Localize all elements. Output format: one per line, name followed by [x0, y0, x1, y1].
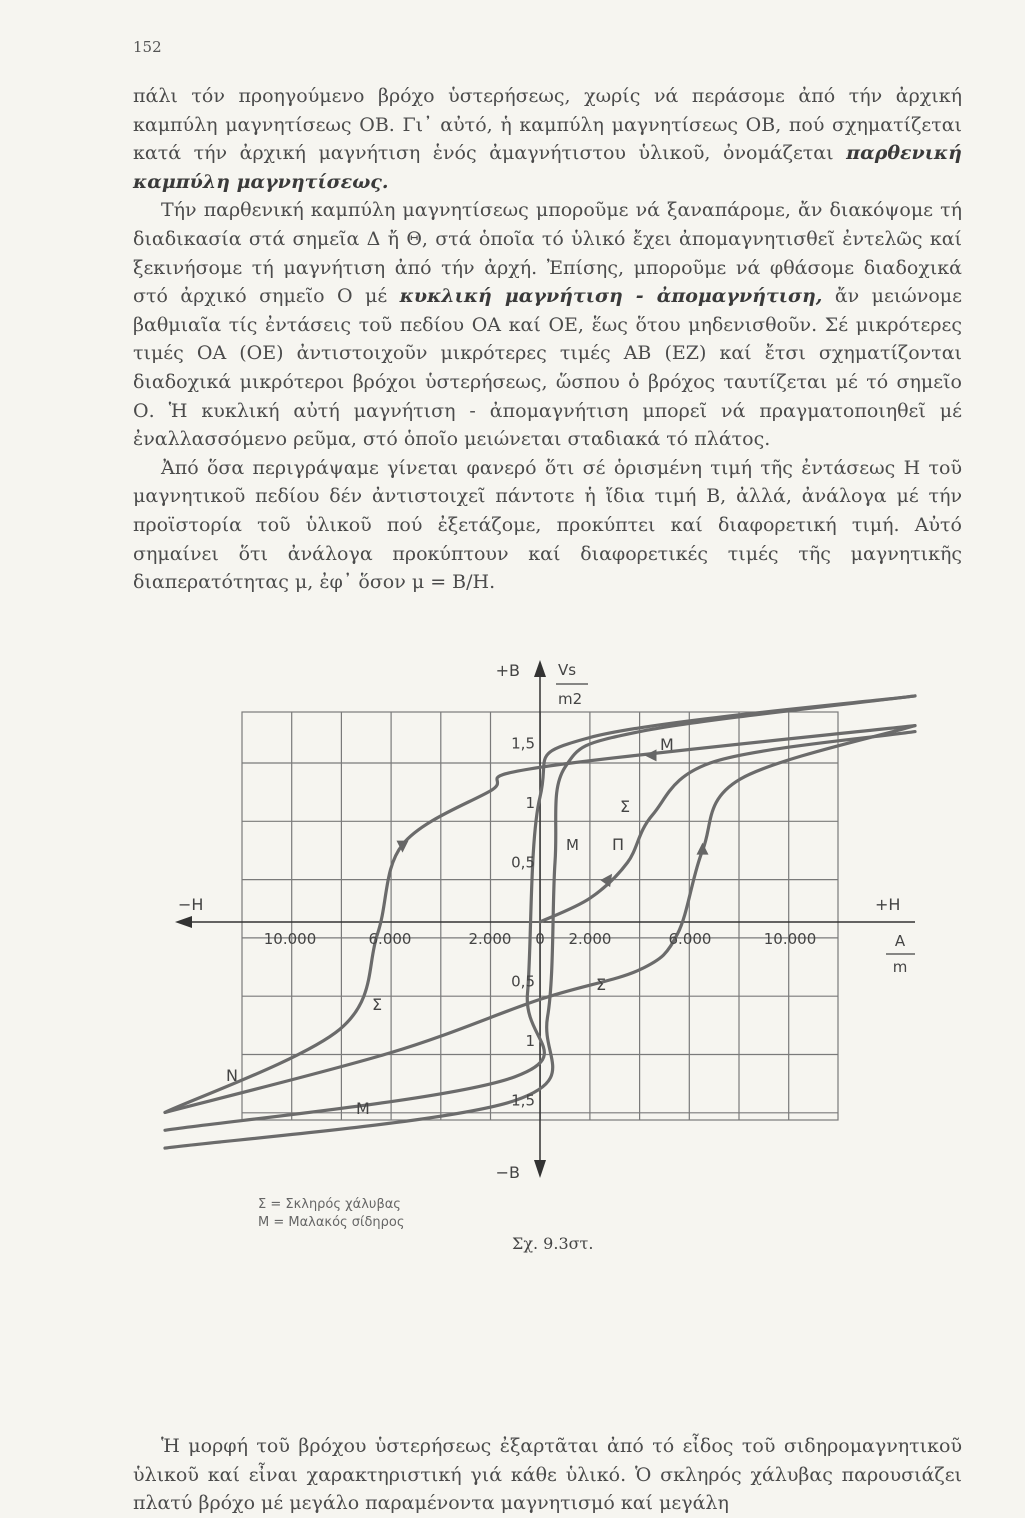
body-text-bottom [133, 1432, 962, 1518]
label-start-n: Ν [226, 1066, 238, 1085]
y-tick-label-positive: 1 [525, 794, 535, 812]
paragraph-1: πάλι τόν προηγούμενο βρόχο ὑστερήσεως, χωρίς νά περάσομε ἀπό τήν ἀρχική καμπύλη μαγνητίσεως ΟΒ. Γι᾿ αὐτό, ἡ καμπύλη μαγνητίσεως ΟΒ, πού σχηματίζεται κατά τήν ἀρχική μαγνήτιση ἑνός ἀμαγνήτιστου ὑλικοῦ, ὀνομάζεται παρθενική καμπύλη μαγνητίσεως. [133, 85, 962, 193]
y-tick-label-negative: 0,5 [511, 972, 535, 991]
h-axis-arrow-left [175, 916, 192, 928]
y-tick-label-negative: 1 [525, 1032, 535, 1050]
page-number: 152 [133, 38, 162, 56]
b-unit-denominator: m2 [558, 690, 583, 708]
x-tick-label: 6.000 [668, 930, 712, 948]
h-unit-denominator: m [892, 958, 908, 976]
label-virgin: Π [612, 835, 625, 854]
label-soft-top: Μ [660, 735, 674, 754]
b-unit-numerator: Vs [558, 661, 577, 679]
h-unit-numerator: A [894, 932, 906, 950]
b-axis-arrow-down [534, 1160, 546, 1178]
label-hard-top: Σ [620, 797, 631, 816]
x-tick-label: 2.000 [568, 930, 612, 948]
paragraph-2: Τήν παρθενική καμπύλη μαγνητίσεως μποροῦμε νά ξαναπάρομε, ἄν διακόψομε τή διαδικασία στά σημεῖα Δ ἤ Θ, στά ὁποῖα τό ὑλικό ἔχει ἀπομαγνητισθεῖ ἐντελῶς καί ξεκινήσομε τή μαγνήτιση ἀπό τήν ἀρχή. Ἐπίσης, μποροῦμε νά φθάσομε διαδοχικά στό ἀρχικό σημεῖο Ο μέ κυκλική μαγνήτιση - ἀπομαγνήτιση, ἄν μειώνομε βαθμιαῖα τίς ἐντάσεις τοῦ πεδίου ΟΑ καί ΟΕ, ἕως ὅτου μηδενισθοῦν. Σέ μικρότερες τιμές ΟΑ (ΟΕ) ἀντιστοιχοῦν μικρότερες τιμές ΑΒ (ΕΖ) καί ἔτσι σχηματίζονται διαδοχικά μικρότεροι βρόχοι ὑστερήσεως, ὥσπου ὁ βρόχος ταυτίζεται μέ τό σημεῖο Ο. Ἡ κυκλική αὐτή μαγνήτιση - ἀπομαγνήτιση μπορεῖ νά πραγματοποιηθεῖ μέ ἐναλλασσόμενο ρεῦμα, στό ὁποῖο μειώνεται σταδιακά τό πλάτος. [133, 199, 962, 451]
x-tick-label: 6.000 [368, 930, 412, 948]
plus-b-label: +B [495, 661, 520, 680]
legend-hard-steel: Σ = Σκληρός χάλυβας [258, 1197, 401, 1212]
figure-caption: Σχ. 9.3στ. [512, 1234, 594, 1253]
term-virgin-curve: παρθενική καμπύλη μαγνητίσεως. [133, 142, 962, 193]
legend-soft-iron: Μ = Μαλακός σίδηρος [258, 1215, 405, 1230]
minus-h-label: −H [178, 895, 204, 914]
x-tick-label: 2.000 [468, 930, 512, 948]
y-tick-label-positive: 0,5 [511, 853, 535, 872]
y-tick-label-negative: 1,5 [511, 1091, 535, 1110]
label-hard-left: Σ [372, 995, 383, 1014]
y-tick-label-positive: 1,5 [511, 734, 535, 753]
minus-b-label: −B [495, 1163, 520, 1182]
plus-h-label: +H [875, 895, 901, 914]
paragraph-4: Ἡ μορφή τοῦ βρόχου ὑστερήσεως ἐξαρτᾶται ἀπό τό εἶδος τοῦ σιδηρομαγνητικοῦ ὑλικοῦ καί εἶναι χαρακτηριστική γιά κάθε ὑλικό. Ὁ σκληρός χάλυβας παρουσιάζει πλατύ βρόχο μέ μεγάλο παραμένοντα μαγνητισμό καί μεγάλη [133, 1435, 962, 1515]
x-tick-label: 0 [535, 930, 545, 948]
label-soft-bottom: Μ [356, 1099, 370, 1118]
x-tick-label: 10.000 [763, 930, 817, 948]
paragraph-3: Ἀπό ὅσα περιγράψαμε γίνεται φανερό ὅτι σέ ὁρισμένη τιμή τῆς ἐντάσεως Η τοῦ μαγνητικοῦ πεδίου δέν ἀντιστοιχεῖ πάντοτε ἡ ἴδια τιμή Β, ἀλλά, ἀνάλογα μέ τήν προϊστορία τοῦ ὑλικοῦ πού ἐξετάζομε, προκύπτει καί διαφορετική τιμή. Αὐτό σημαίνει ὅτι ἀνάλογα προκύπτουν καί διαφορετικές τιμές τῆς μαγνητικῆς διαπερατότητας μ, ἐφ᾿ ὅσον μ = Β/Η. [133, 456, 962, 594]
label-hard-right: Σ [596, 975, 607, 994]
term-cyclic-magnetization: κυκλική μαγνήτιση - ἀπομαγνήτιση, [399, 285, 823, 308]
direction-arrow-hard-up [697, 843, 709, 855]
figure-legend [258, 1196, 404, 1232]
direction-arrow-soft-return [645, 749, 657, 761]
b-axis-arrow-up [534, 660, 546, 677]
x-tick-label: 10.000 [263, 930, 317, 948]
label-soft-mid: Μ [566, 836, 579, 854]
